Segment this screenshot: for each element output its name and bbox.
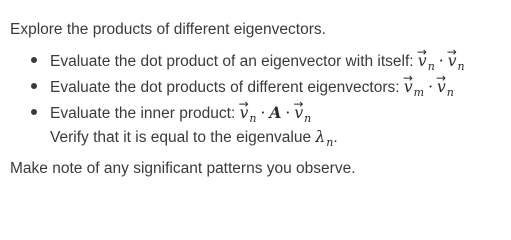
bullet-continuation: [50, 126, 505, 150]
bullet-item-cross-dot-product: [10, 74, 505, 100]
bullet-item-self-dot-product: [10, 48, 505, 74]
outro-sentence: Make note of any significant patterns you observe.: [10, 160, 356, 177]
subscript: n: [304, 112, 312, 125]
dot-operator: ·: [260, 104, 266, 122]
bullet-list: [10, 48, 505, 150]
bullet-icon: [31, 57, 37, 63]
subscript: m: [413, 86, 425, 99]
subscript: n: [326, 136, 334, 149]
instruction-text: [10, 18, 505, 180]
subscript: n: [249, 112, 257, 125]
dot-operator: ·: [285, 104, 291, 122]
eigenvalue-symbol: [315, 128, 334, 149]
intro-sentence: Explore the products of different eigenvectors.: [10, 21, 326, 38]
vector-symbol: → v: [404, 74, 413, 99]
dot-operator: ·: [428, 78, 433, 96]
vector-symbol: → v: [437, 74, 446, 99]
bullet-text: Evaluate the inner product:: [50, 105, 236, 122]
bullet-icon: [31, 83, 37, 89]
matrix-symbol: A: [269, 103, 282, 122]
vector-symbol: → v: [240, 100, 249, 125]
dot-operator: ·: [438, 52, 444, 70]
continuation-text: Verify that it is equal to the eigenvalue: [50, 129, 312, 146]
vector-symbol: → v: [448, 48, 457, 73]
vector-symbol: → v: [294, 100, 303, 125]
math-expression: [239, 103, 312, 125]
subscript: n: [427, 60, 435, 73]
subscript: n: [446, 86, 454, 99]
vector-symbol: → v: [418, 48, 427, 73]
bullet-icon: [31, 109, 37, 115]
bullet-text: Evaluate the dot products of different eigenvectors:: [50, 79, 400, 96]
math-expression: [403, 78, 454, 99]
subscript: n: [457, 60, 465, 73]
period: .: [333, 129, 338, 146]
lambda-glyph: λ: [315, 128, 326, 146]
bullet-text: Evaluate the dot product of an eigenvector with itself:: [50, 53, 414, 70]
bullet-item-inner-product: [10, 100, 505, 150]
